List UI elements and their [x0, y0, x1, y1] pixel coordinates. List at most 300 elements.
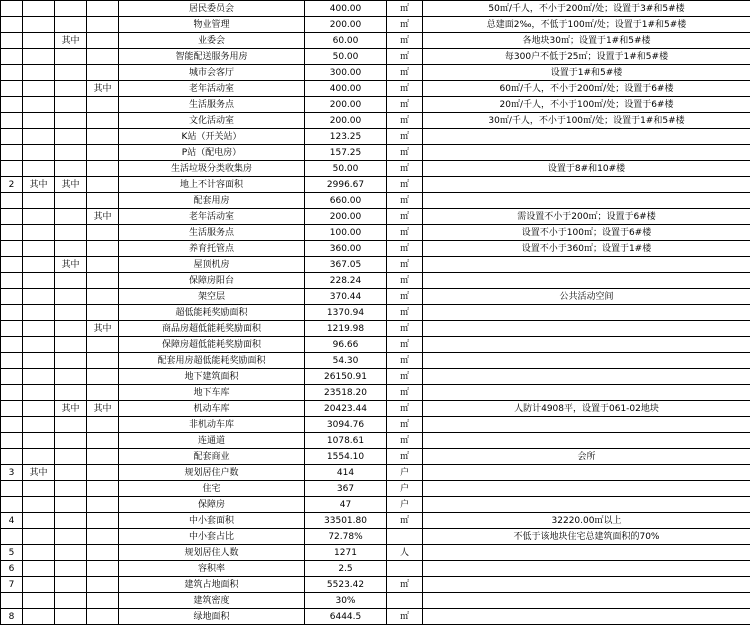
row-index: 8 — [1, 609, 23, 625]
group-level-1 — [23, 209, 55, 225]
group-level-1 — [23, 257, 55, 273]
group-level-1 — [23, 449, 55, 465]
item-note: 各地块30㎡；设置于1#和5#楼 — [423, 33, 750, 49]
table-row — [1, 241, 750, 257]
table-body — [1, 1, 750, 625]
item-value: 1219.98 — [305, 321, 387, 337]
row-index — [1, 369, 23, 385]
group-level-1 — [23, 561, 55, 577]
group-level-1 — [23, 49, 55, 65]
item-name: 生活服务点 — [119, 97, 305, 113]
item-value: 6444.5 — [305, 609, 387, 625]
item-name: 保障房阳台 — [119, 273, 305, 289]
item-note — [423, 353, 750, 369]
row-index — [1, 305, 23, 321]
group-level-3 — [87, 337, 119, 353]
item-unit — [387, 561, 423, 577]
table-row — [1, 465, 750, 481]
group-level-1 — [23, 417, 55, 433]
table-row — [1, 177, 750, 193]
table-row — [1, 97, 750, 113]
table-row — [1, 385, 750, 401]
group-level-3 — [87, 529, 119, 545]
table-row — [1, 81, 750, 97]
table-row — [1, 273, 750, 289]
group-level-2 — [55, 113, 87, 129]
group-level-2 — [55, 81, 87, 97]
row-index — [1, 497, 23, 513]
group-level-1 — [23, 481, 55, 497]
group-level-2 — [55, 129, 87, 145]
table-row — [1, 17, 750, 33]
row-index — [1, 145, 23, 161]
group-level-2 — [55, 577, 87, 593]
item-name: 屋顶机房 — [119, 257, 305, 273]
item-value: 200.00 — [305, 209, 387, 225]
group-level-3 — [87, 561, 119, 577]
item-unit: ㎡ — [387, 65, 423, 81]
row-index: 7 — [1, 577, 23, 593]
item-name: 机动车库 — [119, 401, 305, 417]
group-level-3 — [87, 449, 119, 465]
item-unit: ㎡ — [387, 273, 423, 289]
group-level-2 — [55, 513, 87, 529]
row-index — [1, 449, 23, 465]
item-name: 容积率 — [119, 561, 305, 577]
row-index — [1, 97, 23, 113]
item-note: 30㎡/千人，不小于100㎡/处；设置于1#和5#楼 — [423, 113, 750, 129]
item-note: 设置不小于360㎡；设置于1#楼 — [423, 241, 750, 257]
group-level-3 — [87, 513, 119, 529]
table-row — [1, 65, 750, 81]
item-name: 老年活动室 — [119, 209, 305, 225]
item-name: 生活垃圾分类收集房 — [119, 161, 305, 177]
group-level-2 — [55, 433, 87, 449]
group-level-3 — [87, 177, 119, 193]
item-value: 20423.44 — [305, 401, 387, 417]
item-name: 配套商业 — [119, 449, 305, 465]
item-note: 每300户不低于25㎡；设置于1#和5#楼 — [423, 49, 750, 65]
group-level-1 — [23, 17, 55, 33]
group-level-3 — [87, 65, 119, 81]
item-note — [423, 273, 750, 289]
item-unit: ㎡ — [387, 225, 423, 241]
table-row — [1, 593, 750, 609]
table-row — [1, 401, 750, 417]
table-row — [1, 33, 750, 49]
item-value: 47 — [305, 497, 387, 513]
group-level-2: 其中 — [55, 401, 87, 417]
item-unit: ㎡ — [387, 577, 423, 593]
item-value: 1554.10 — [305, 449, 387, 465]
item-unit: ㎡ — [387, 401, 423, 417]
table-row — [1, 417, 750, 433]
table-row — [1, 529, 750, 545]
table-row — [1, 513, 750, 529]
group-level-3 — [87, 545, 119, 561]
group-level-2 — [55, 289, 87, 305]
item-unit: ㎡ — [387, 337, 423, 353]
item-name: 建筑占地面积 — [119, 577, 305, 593]
item-note — [423, 465, 750, 481]
group-level-1 — [23, 353, 55, 369]
item-unit: 人 — [387, 545, 423, 561]
group-level-2 — [55, 481, 87, 497]
item-value: 360.00 — [305, 241, 387, 257]
table-row — [1, 1, 750, 17]
row-index — [1, 193, 23, 209]
group-level-2 — [55, 321, 87, 337]
group-level-1 — [23, 545, 55, 561]
group-level-2 — [55, 385, 87, 401]
group-level-1 — [23, 225, 55, 241]
item-value: 50.00 — [305, 161, 387, 177]
table-row — [1, 481, 750, 497]
row-index — [1, 321, 23, 337]
item-note: 20㎡/千人，不小于100㎡/处；设置于6#楼 — [423, 97, 750, 113]
table-row — [1, 113, 750, 129]
group-level-3 — [87, 417, 119, 433]
row-index — [1, 113, 23, 129]
item-value: 400.00 — [305, 1, 387, 17]
group-level-1 — [23, 305, 55, 321]
item-note — [423, 577, 750, 593]
item-unit: ㎡ — [387, 81, 423, 97]
item-note — [423, 561, 750, 577]
group-level-2 — [55, 161, 87, 177]
table-row — [1, 49, 750, 65]
group-level-3 — [87, 273, 119, 289]
group-level-3 — [87, 609, 119, 625]
group-level-3 — [87, 113, 119, 129]
item-value: 96.66 — [305, 337, 387, 353]
item-unit: ㎡ — [387, 113, 423, 129]
group-level-2 — [55, 545, 87, 561]
group-level-2 — [55, 337, 87, 353]
group-level-2 — [55, 497, 87, 513]
item-value: 72.78% — [305, 529, 387, 545]
item-unit: ㎡ — [387, 257, 423, 273]
group-level-2 — [55, 97, 87, 113]
item-name: K站（开关站） — [119, 129, 305, 145]
item-value: 370.44 — [305, 289, 387, 305]
row-index — [1, 289, 23, 305]
item-value: 3094.76 — [305, 417, 387, 433]
table-row — [1, 561, 750, 577]
group-level-2: 其中 — [55, 33, 87, 49]
row-index: 6 — [1, 561, 23, 577]
item-unit: ㎡ — [387, 513, 423, 529]
group-level-2: 其中 — [55, 257, 87, 273]
row-index — [1, 385, 23, 401]
item-note — [423, 385, 750, 401]
item-name: 养育托管点 — [119, 241, 305, 257]
item-value: 300.00 — [305, 65, 387, 81]
row-index — [1, 129, 23, 145]
group-level-2 — [55, 561, 87, 577]
group-level-2 — [55, 273, 87, 289]
group-level-2 — [55, 209, 87, 225]
item-value: 200.00 — [305, 113, 387, 129]
table-row — [1, 449, 750, 465]
item-name: 住宅 — [119, 481, 305, 497]
item-unit: ㎡ — [387, 177, 423, 193]
row-index — [1, 17, 23, 33]
item-note: 设置于8#和10#楼 — [423, 161, 750, 177]
row-index — [1, 1, 23, 17]
group-level-2 — [55, 609, 87, 625]
group-level-1 — [23, 385, 55, 401]
item-name: 配套用房 — [119, 193, 305, 209]
group-level-1 — [23, 433, 55, 449]
item-name: 业委会 — [119, 33, 305, 49]
item-value: 60.00 — [305, 33, 387, 49]
item-note — [423, 337, 750, 353]
item-unit: ㎡ — [387, 129, 423, 145]
item-value: 367 — [305, 481, 387, 497]
group-level-1 — [23, 273, 55, 289]
item-name: P站（配电房） — [119, 145, 305, 161]
row-index — [1, 337, 23, 353]
table-row — [1, 433, 750, 449]
group-level-2 — [55, 241, 87, 257]
table-row — [1, 305, 750, 321]
table-row — [1, 369, 750, 385]
item-unit: 户 — [387, 481, 423, 497]
item-name: 架空层 — [119, 289, 305, 305]
row-index — [1, 481, 23, 497]
item-unit: ㎡ — [387, 609, 423, 625]
item-name: 城市会客厅 — [119, 65, 305, 81]
item-note — [423, 433, 750, 449]
row-index: 5 — [1, 545, 23, 561]
item-name: 文化活动室 — [119, 113, 305, 129]
row-index — [1, 593, 23, 609]
item-note — [423, 609, 750, 625]
item-name: 智能配送服务用房 — [119, 49, 305, 65]
item-value: 400.00 — [305, 81, 387, 97]
row-index — [1, 65, 23, 81]
item-note — [423, 305, 750, 321]
group-level-3 — [87, 305, 119, 321]
item-value: 2.5 — [305, 561, 387, 577]
item-name: 地上不计容面积 — [119, 177, 305, 193]
table-row — [1, 609, 750, 625]
item-note — [423, 481, 750, 497]
group-level-3: 其中 — [87, 321, 119, 337]
item-unit: ㎡ — [387, 241, 423, 257]
table-row — [1, 257, 750, 273]
group-level-3 — [87, 289, 119, 305]
group-level-1 — [23, 321, 55, 337]
group-level-2: 其中 — [55, 177, 87, 193]
item-note: 不低于该地块住宅总建筑面积的70% — [423, 529, 750, 545]
group-level-3: 其中 — [87, 81, 119, 97]
item-value: 123.25 — [305, 129, 387, 145]
item-unit: ㎡ — [387, 49, 423, 65]
item-note: 人防计4908平，设置于061-02地块 — [423, 401, 750, 417]
group-level-1 — [23, 113, 55, 129]
item-name: 建筑密度 — [119, 593, 305, 609]
table-row — [1, 337, 750, 353]
item-name: 中小套占比 — [119, 529, 305, 545]
group-level-1 — [23, 289, 55, 305]
group-level-3 — [87, 49, 119, 65]
item-name: 商品房超低能耗奖励面积 — [119, 321, 305, 337]
group-level-3 — [87, 257, 119, 273]
item-note: 需设置不小于200㎡；设置于6#楼 — [423, 209, 750, 225]
item-value: 33501.80 — [305, 513, 387, 529]
group-level-2 — [55, 593, 87, 609]
item-value: 100.00 — [305, 225, 387, 241]
group-level-2 — [55, 1, 87, 17]
row-index — [1, 161, 23, 177]
item-unit: ㎡ — [387, 433, 423, 449]
row-index — [1, 225, 23, 241]
item-note — [423, 417, 750, 433]
item-value: 23518.20 — [305, 385, 387, 401]
group-level-1 — [23, 577, 55, 593]
table-row — [1, 497, 750, 513]
table-row — [1, 353, 750, 369]
group-level-1 — [23, 129, 55, 145]
group-level-2 — [55, 417, 87, 433]
item-value: 200.00 — [305, 97, 387, 113]
group-level-3 — [87, 129, 119, 145]
item-note — [423, 257, 750, 273]
item-unit: ㎡ — [387, 33, 423, 49]
group-level-3 — [87, 593, 119, 609]
item-name: 配套用房超低能耗奖励面积 — [119, 353, 305, 369]
group-level-2 — [55, 465, 87, 481]
group-level-3 — [87, 369, 119, 385]
group-level-1 — [23, 145, 55, 161]
row-index — [1, 209, 23, 225]
table-row — [1, 209, 750, 225]
row-index — [1, 273, 23, 289]
item-name: 生活服务点 — [119, 225, 305, 241]
item-value: 50.00 — [305, 49, 387, 65]
item-unit: ㎡ — [387, 385, 423, 401]
item-unit: ㎡ — [387, 17, 423, 33]
row-index: 2 — [1, 177, 23, 193]
group-level-3: 其中 — [87, 401, 119, 417]
group-level-3 — [87, 433, 119, 449]
group-level-2 — [55, 65, 87, 81]
item-name: 连通道 — [119, 433, 305, 449]
group-level-1 — [23, 369, 55, 385]
item-value: 30% — [305, 593, 387, 609]
item-note: 50㎡/千人，不小于200㎡/处；设置于3#和5#楼 — [423, 1, 750, 17]
group-level-3 — [87, 241, 119, 257]
item-name: 规划居住人数 — [119, 545, 305, 561]
item-value: 157.25 — [305, 145, 387, 161]
table-row — [1, 129, 750, 145]
group-level-1 — [23, 33, 55, 49]
item-note: 会所 — [423, 449, 750, 465]
item-name: 地下建筑面积 — [119, 369, 305, 385]
row-index — [1, 529, 23, 545]
group-level-2 — [55, 305, 87, 321]
row-index — [1, 49, 23, 65]
table-row — [1, 545, 750, 561]
item-name: 保障房超低能耗奖励面积 — [119, 337, 305, 353]
item-note — [423, 545, 750, 561]
group-level-3 — [87, 193, 119, 209]
item-name: 绿地面积 — [119, 609, 305, 625]
item-note — [423, 321, 750, 337]
group-level-2 — [55, 49, 87, 65]
group-level-1 — [23, 161, 55, 177]
item-value: 200.00 — [305, 17, 387, 33]
item-note — [423, 177, 750, 193]
group-level-3 — [87, 33, 119, 49]
item-unit: ㎡ — [387, 145, 423, 161]
group-level-3: 其中 — [87, 209, 119, 225]
item-value: 1271 — [305, 545, 387, 561]
group-level-1 — [23, 609, 55, 625]
item-unit: ㎡ — [387, 1, 423, 17]
group-level-3 — [87, 465, 119, 481]
item-value: 367.05 — [305, 257, 387, 273]
item-note — [423, 593, 750, 609]
group-level-3 — [87, 17, 119, 33]
item-note: 60㎡/千人，不小于200㎡/处；设置于6#楼 — [423, 81, 750, 97]
group-level-1 — [23, 593, 55, 609]
row-index — [1, 353, 23, 369]
group-level-1: 其中 — [23, 465, 55, 481]
item-unit: ㎡ — [387, 321, 423, 337]
item-unit: 户 — [387, 465, 423, 481]
group-level-1 — [23, 513, 55, 529]
item-unit: ㎡ — [387, 193, 423, 209]
group-level-3 — [87, 497, 119, 513]
table-row — [1, 577, 750, 593]
item-note — [423, 497, 750, 513]
group-level-1 — [23, 1, 55, 17]
group-level-2 — [55, 193, 87, 209]
group-level-3 — [87, 353, 119, 369]
table-row — [1, 321, 750, 337]
item-unit — [387, 529, 423, 545]
item-unit: ㎡ — [387, 417, 423, 433]
group-level-2 — [55, 353, 87, 369]
item-value: 228.24 — [305, 273, 387, 289]
item-unit: ㎡ — [387, 289, 423, 305]
table-row — [1, 161, 750, 177]
group-level-3 — [87, 145, 119, 161]
row-index — [1, 81, 23, 97]
row-index: 3 — [1, 465, 23, 481]
row-index — [1, 241, 23, 257]
group-level-1 — [23, 97, 55, 113]
group-level-2 — [55, 449, 87, 465]
item-name: 地下车库 — [119, 385, 305, 401]
item-unit — [387, 593, 423, 609]
item-unit: ㎡ — [387, 209, 423, 225]
group-level-3 — [87, 577, 119, 593]
item-value: 26150.91 — [305, 369, 387, 385]
item-note: 32220.00㎡以上 — [423, 513, 750, 529]
item-note — [423, 129, 750, 145]
item-note — [423, 369, 750, 385]
group-level-2 — [55, 145, 87, 161]
group-level-2 — [55, 529, 87, 545]
group-level-1 — [23, 65, 55, 81]
table-row — [1, 193, 750, 209]
table-row — [1, 289, 750, 305]
group-level-3 — [87, 385, 119, 401]
